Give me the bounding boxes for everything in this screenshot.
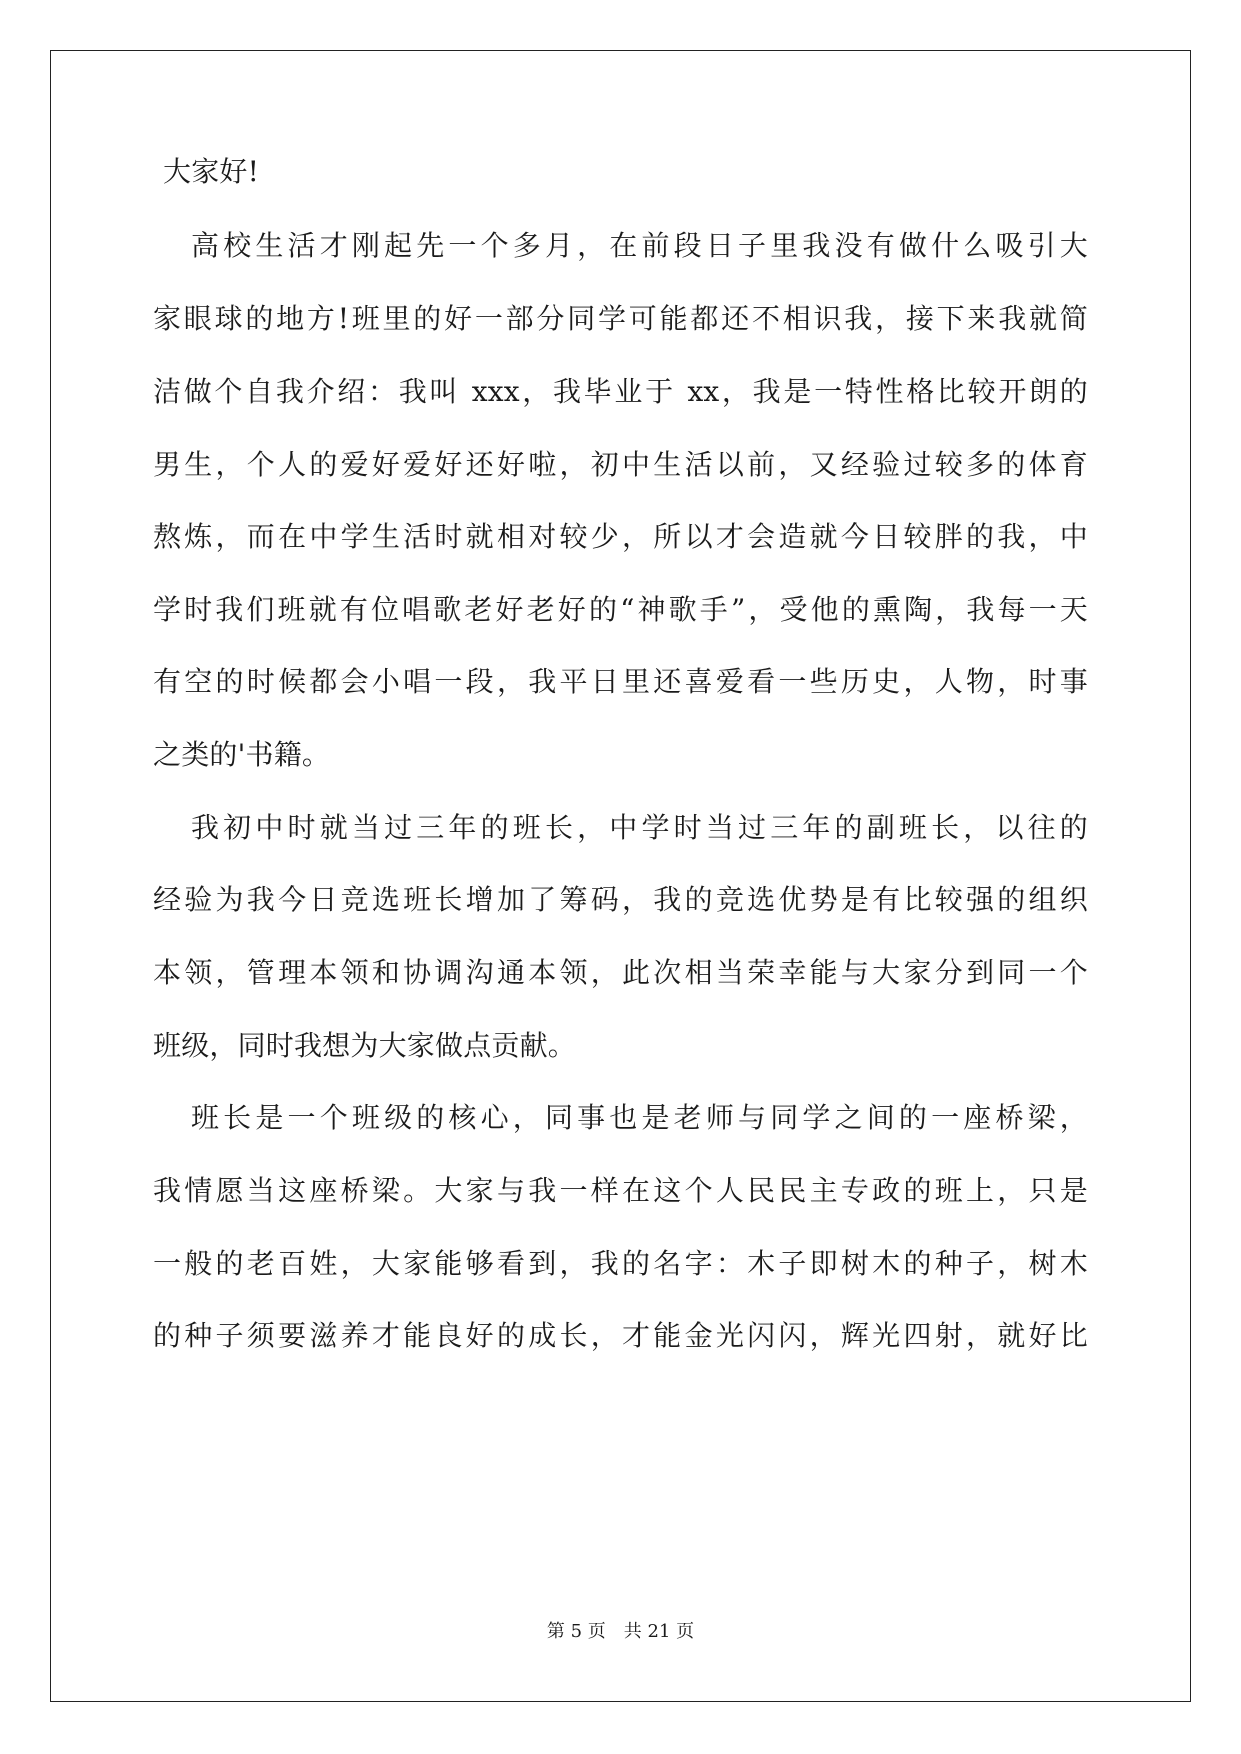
paragraph-1-line-3: 洁做个自我介绍：我叫 xxx，我毕业于 xx，我是一特性格比较开朗的	[153, 375, 1088, 408]
page-border	[50, 50, 1191, 1702]
total-pages: 共 21 页	[623, 1621, 695, 1642]
paragraph-1-line-5: 熬炼，而在中学生活时就相对较少，所以才会造就今日较胖的我，中	[153, 520, 1088, 553]
greeting-line: 大家好!	[163, 155, 260, 188]
paragraph-3-line-2: 我情愿当这座桥梁。大家与我一样在这个人民民主专政的班上，只是	[153, 1174, 1088, 1207]
paragraph-1-line-1: 高校生活才刚起先一个多月，在前段日子里我没有做什么吸引大	[191, 229, 1088, 262]
paragraph-1-line-8: 之类的'书籍。	[153, 738, 331, 771]
paragraph-3-line-3: 一般的老百姓，大家能够看到，我的名字：木子即树木的种子，树木	[153, 1247, 1088, 1280]
paragraph-3-line-1: 班长是一个班级的核心，同事也是老师与同学之间的一座桥梁，	[191, 1101, 1088, 1134]
paragraph-2-line-1: 我初中时就当过三年的班长，中学时当过三年的副班长，以往的	[191, 811, 1088, 844]
paragraph-3-line-4: 的种子须要滋养才能良好的成长，才能金光闪闪，辉光四射，就好比	[153, 1319, 1088, 1352]
paragraph-2-line-4: 班级，同时我想为大家做点贡献。	[153, 1029, 577, 1062]
paragraph-2-line-2: 经验为我今日竞选班长增加了筹码，我的竞选优势是有比较强的组织	[153, 883, 1088, 916]
paragraph-1-line-4: 男生，个人的爱好爱好还好啦，初中生活以前，又经验过较多的体育	[153, 448, 1088, 481]
page-number: 第 5 页	[546, 1621, 606, 1642]
paragraph-1-line-6: 学时我们班就有位唱歌老好老好的“神歌手”，受他的熏陶，我每一天	[153, 593, 1088, 626]
paragraph-1-line-7: 有空的时候都会小唱一段，我平日里还喜爱看一些历史，人物，时事	[153, 665, 1088, 698]
page-footer	[0, 1620, 1241, 1644]
paragraph-2-line-3: 本领，管理本领和协调沟通本领，此次相当荣幸能与大家分到同一个	[153, 956, 1088, 989]
paragraph-1-line-2: 家眼球的地方!班里的好一部分同学可能都还不相识我，接下来我就简	[153, 302, 1088, 335]
